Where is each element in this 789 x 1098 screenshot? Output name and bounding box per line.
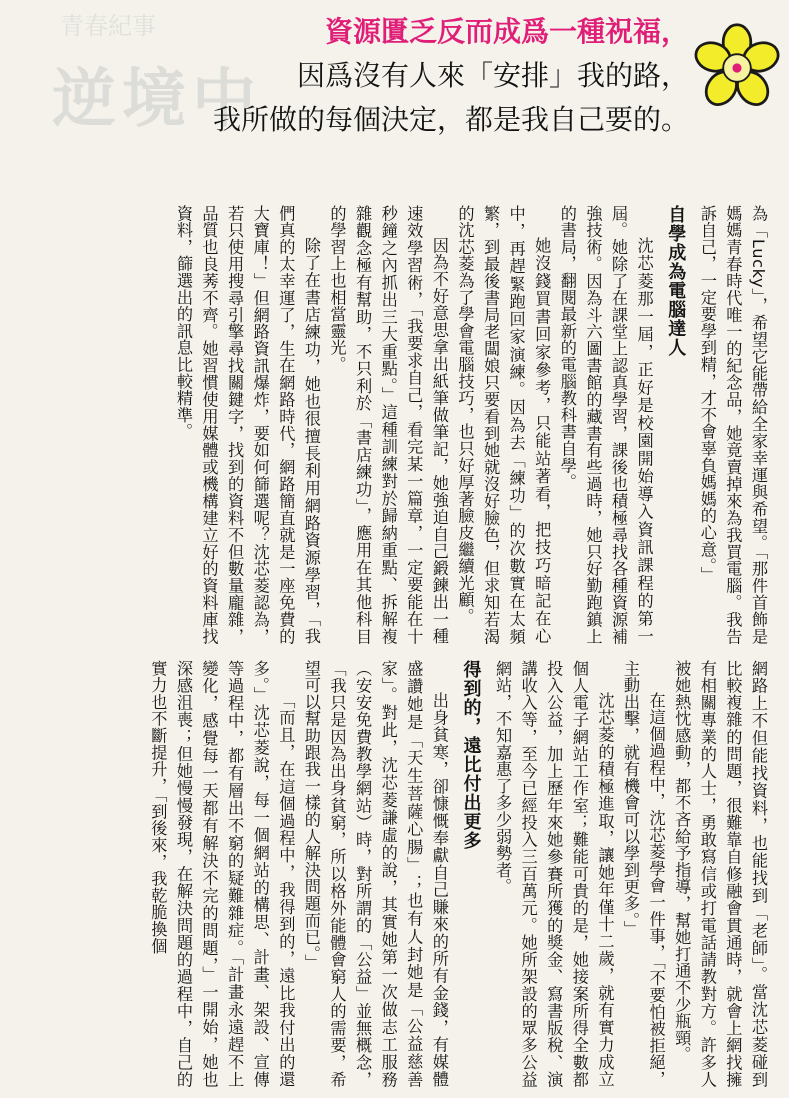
paragraph: 沈芯菱那一屆，正好是校園開始導入資訊課程的第一屆。她除了在課堂上認真學習，課後也積極尋找各種資源補強技術。因為斗六圖書館的藏書有些過時，她只好勤跑鎮上的書局，翻閱最新的電腦教科書自學。	[557, 205, 654, 645]
paragraph: 出身貧寒，卻慷慨奉獻自己賺來的所有金錢，有媒體盛讚她是「天生菩薩心腸」；也有人封她是「公益慈善家」。對此，沈芯菱謙虛的說，其實她第一次做志工服務（安安免費教學網站）時，對所謂的「公益」並無概念，「我只是因為出身貧窮，所以格外能體會窮人的需要，希望可以幫助跟我一樣的人解決問題而已。」	[301, 660, 449, 1088]
paragraph: 她沒錢買書回家參考，只能站著看，把技巧暗記在心中，再趕緊跑回家演練。因為去「練功」的次數實在太頻繁，到最後書局老闆娘只要看到她就沒好臉色，但求知若渴的沈芯菱為了學會電腦技巧，也只好厚著臉皮繼續光顧。	[455, 205, 552, 645]
paragraph: 網路上不但能找資料，也能找到「老師」。當沈芯菱碰到比較複雜的問題，很難靠自修融會貫通時，就會上網找擁有相關專業的人士，勇敢寫信或打電話請教對方。許多人被她熱忱感動，都不吝給予指導，幫她打通不少瓶頸。	[672, 660, 768, 1088]
paragraph: 除了在書店練功，她也很擅長利用網路資源學習，「我們真的太幸運了，生在網路時代，網路簡直就是一座免費的大寶庫！」但網路資訊爆炸，要如何篩選呢？沈芯菱認為，若只使用搜尋引擎尋找關鍵字，找到的資料不但數量龐雜，品質也良莠不齊。她習慣使用媒體或機構建立好的資料庫找資料，篩選出的訊息比較精準。	[173, 205, 321, 645]
paragraph: 在這個過程中，沈芯菱學會一件事，「不要怕被拒絕，主動出擊，就有機會可以學到更多。」	[621, 660, 666, 1088]
article-lower-section	[148, 660, 771, 1088]
paragraph: 因為不好意思拿出紙筆做筆記，她強迫自己鍛鍊出一種速效學習術，「我要求自己，看完某一篇章，一定要能在十秒鐘之內抓出三大重點。」這種訓練對於歸納重點、拆解複雜觀念極有幫助，不只利於「書店練功」，應用在其他科目的學習上也相當靈光。	[327, 205, 449, 645]
pull-quote	[213, 10, 689, 142]
section-heading: 得到的，遠比付出更多	[460, 660, 482, 850]
section-heading: 自學成為電腦達人	[665, 205, 687, 357]
paragraph: 「而且，在這個過程中，我得到的，遠比我付出的還多。」沈芯菱說，每一個網站的構思、計畫、架設、宣傳等過程中，都有層出不窮的疑難雜症。「計畫永遠趕不上變化，感覺每一天都有解決不完的問題，」一開始，她也深感沮喪；但她慢慢發現，在解決問題的過程中，自己的實力也不斷提升，「到後來，我乾脆換個	[148, 660, 296, 1088]
paragraph: 沈芯菱的積極進取，讓她年僅十二歲，就有實力成立個人電子網站工作室；難能可貴的是，她接案所得全數都投入公益，加上歷年來她參賽所獲的獎金、寫書版稅、演講收入等，至今已經投入三百萬元。她所架設的眾多公益網站，不知嘉惠了多少弱勢者。	[493, 660, 615, 1088]
pull-quote-line-2: 因爲沒有人來「安排」我的路，	[296, 59, 689, 92]
section-divider	[0, 652, 789, 653]
pull-quote-line-3: 我所做的每個決定，都是我自己要的。	[212, 103, 689, 136]
pull-quote-line-1: 資源匱乏反而成爲一種祝福，	[324, 15, 689, 48]
ghost-article-title: 逆境中	[52, 63, 262, 137]
ghost-series-title: 青春紀事	[60, 12, 156, 40]
paragraph: 為「Lucky」，希望它能帶給全家幸運與希望。「那件首飾是媽媽青春時代唯一的紀念品，她竟賣掉來為我買電腦。我告訴自己，一定要學到精，才不會辜負媽媽的心意。」	[697, 205, 768, 645]
flower-icon	[691, 22, 783, 114]
article-upper-section	[6, 205, 771, 645]
